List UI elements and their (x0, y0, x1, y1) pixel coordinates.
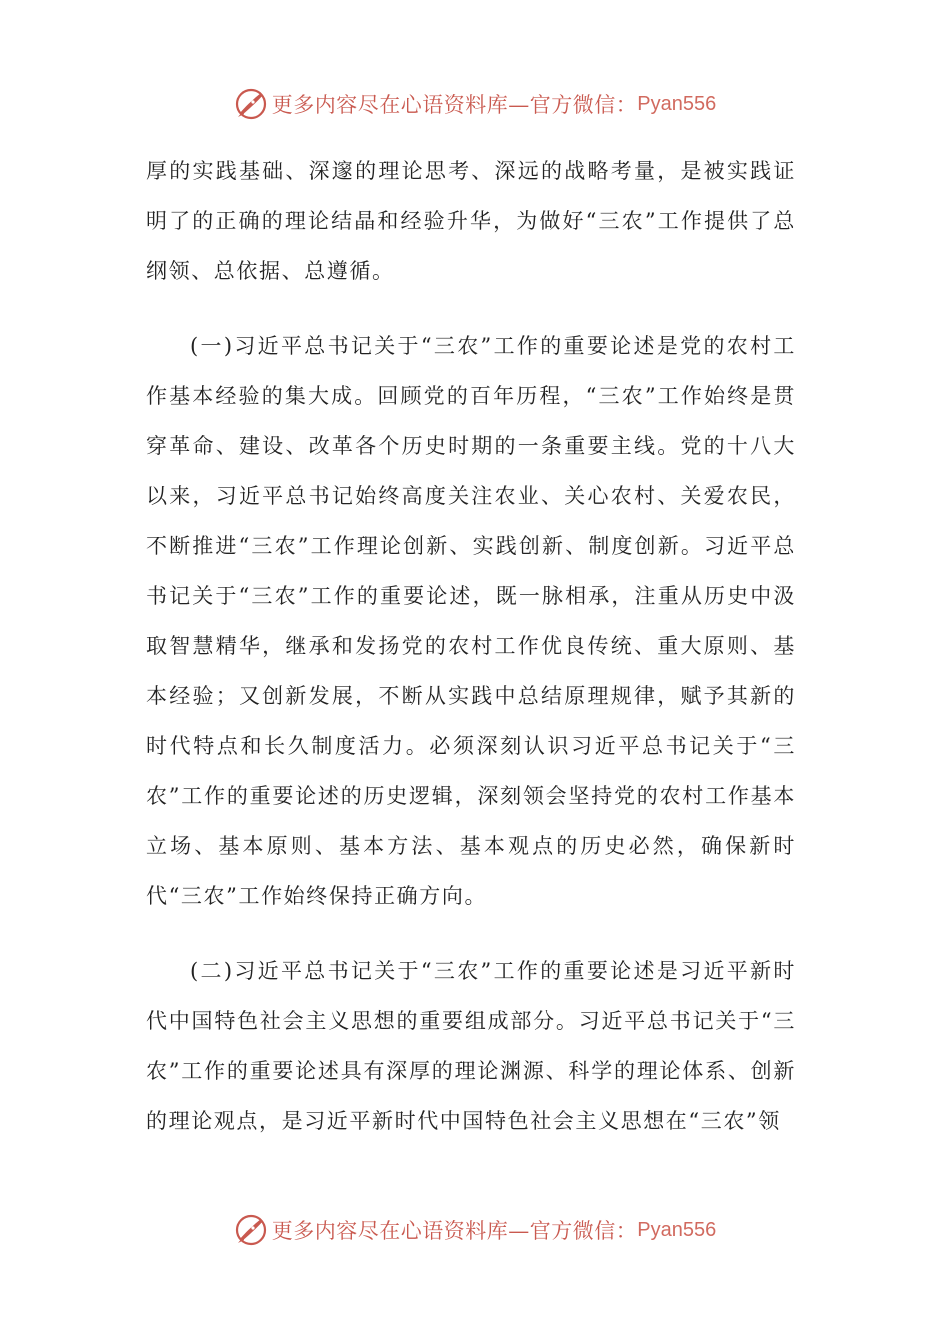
document-body (146, 146, 796, 1146)
header-watermark (0, 84, 950, 124)
pen-nib-logo-icon (234, 87, 268, 121)
footer-watermark (0, 1210, 950, 1250)
pen-nib-logo-icon (234, 1213, 268, 1247)
watermark-text: 更多内容尽在心语资料库—官方微信： (271, 1219, 638, 1243)
watermark-wechat-id: Pyan556 (637, 1218, 717, 1241)
watermark-text: 更多内容尽在心语资料库—官方微信： (271, 93, 638, 117)
paragraph-continuation: 厚的实践基础、深邃的理论思考、深远的战略考量，是被实践证明了的正确的理论结晶和经验升华，为做好“三农”工作提供了总纲领、总依据、总遵循。 (146, 159, 796, 283)
watermark-wechat-id: Pyan556 (637, 92, 717, 115)
paragraph-section-two: (二)习近平总书记关于“三农”工作的重要论述是习近平新时代中国特色社会主义思想的重要组成部分。习近平总书记关于“三农”工作的重要论述具有深厚的理论渊源、科学的理论体系、创新的理论观点，是习近平新时代中国特色社会主义思想在“三农”领 (146, 959, 796, 1133)
paragraph-section-one: (一)习近平总书记关于“三农”工作的重要论述是党的农村工作基本经验的集大成。回顾党的百年历程，“三农”工作始终是贯穿革命、建设、改革各个历史时期的一条重要主线。党的十八大以来，习近平总书记始终高度关注农业、关心农村、关爱农民，不断推进“三农”工作理论创新、实践创新、制度创新。习近平总书记关于“三农”工作的重要论述，既一脉相承，注重从历史中汲取智慧精华，继承和发扬党的农村工作优良传统、重大原则、基本经验；又创新发展，不断从实践中总结原理规律，赋予其新的时代特点和长久制度活力。必须深刻认识习近平总书记关于“三农”工作的重要论述的历史逻辑，深刻领会坚持党的农村工作基本立场、基本原则、基本方法、基本观点的历史必然，确保新时代“三农”工作始终保持正确方向。 (146, 334, 796, 908)
